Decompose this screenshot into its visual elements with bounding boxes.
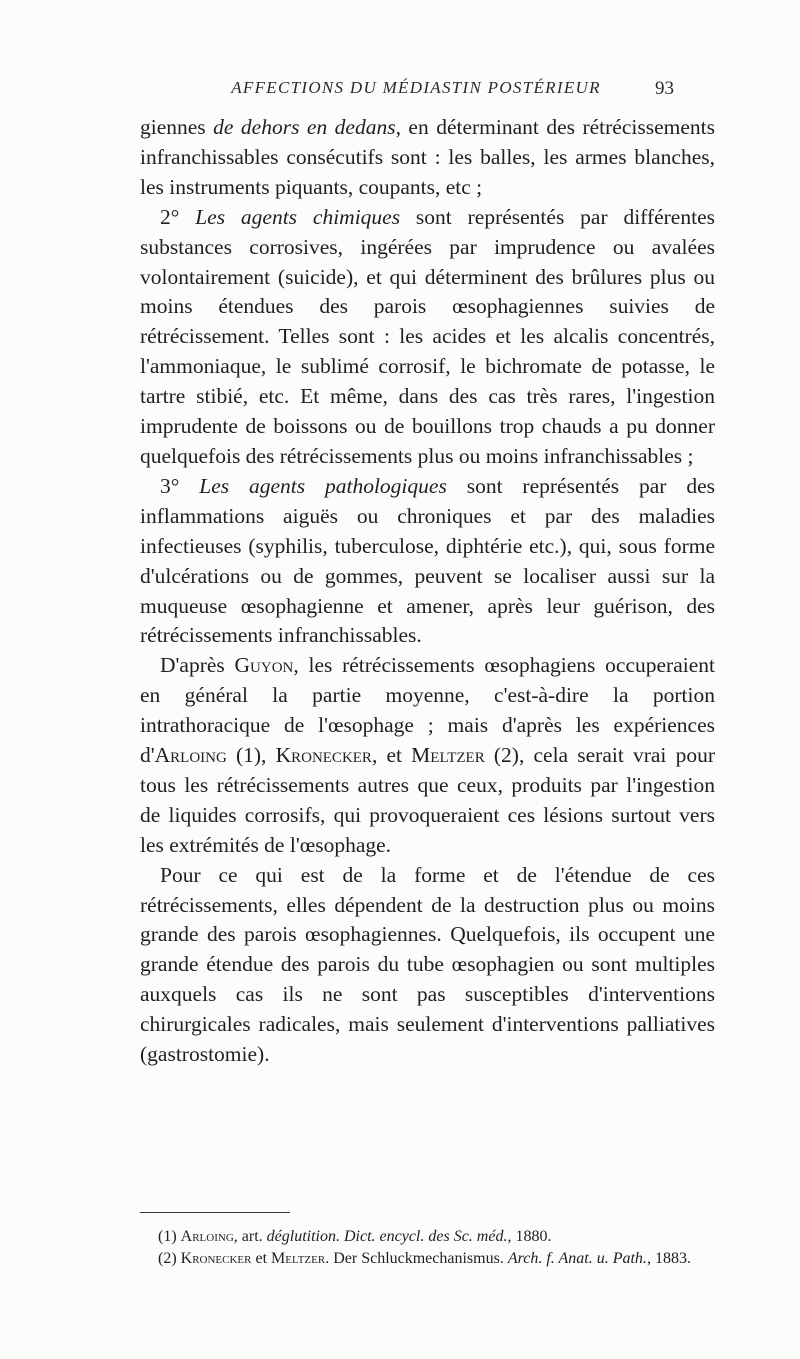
running-head: AFFECTIONS DU MÉDIASTIN POSTÉRIEUR: [231, 78, 601, 97]
text-run: , en déterminant des rétrécissements infranchissables consécutifs sont : les balles, les armes blanches, les instruments piquants, coupants, etc ;: [140, 115, 715, 199]
paragraph-guyon: [140, 651, 715, 860]
italic-run: de dehors en dedans: [213, 115, 396, 139]
footnote-2: [140, 1248, 715, 1270]
text-run: D'après: [160, 653, 235, 678]
footnotes: [140, 1226, 715, 1269]
author-name: Meltzer: [271, 1249, 326, 1267]
footnote-mark: (1): [158, 1228, 181, 1245]
text-run: sont représentés par différentes substances corrosives, ingérées par imprudence ou avalées volontairement (suicide), et qui déterminent des brûlures plus ou moins étendues des parois œsophagiennes suivies de rétrécissement. Telles sont : les acides et les alcalis concentrés, l'ammoniaque, le sublimé corrosif, le bichromate de potasse, le tartre stibié, etc. Et même, dans des cas très rares, l'ingestion imprudente de boissons ou de bouillons trop chauds a pu donner quelquefois des rétrécissements plus ou moins infranchissables ;: [140, 204, 715, 468]
text-run: sont représentés par des inflammations aiguës ou chroniques et par des maladies infectieuses (syphilis, tuberculose, diphtérie etc.), qui, sous forme d'ulcérations ou de gommes, peuvent se localiser aussi sur la muqueuse œsophagienne et amener, après leur guérison, des rétrécissements infranchissables.: [140, 473, 715, 648]
text-run: (1),: [226, 743, 276, 768]
text-run: . Der Schluckmechanismus.: [325, 1249, 508, 1267]
item-number: 3°: [160, 473, 200, 498]
text-run: , les rétrécissements œsophagiens occuperaient en général la partie moyenne, c'est-à-dire la portion intrathoracique de l'œsophage ; mais d'après les expériences d': [140, 653, 715, 768]
italic-run: déglutition. Dict. encycl. des Sc. méd.: [266, 1228, 508, 1245]
text-run: , 1883.: [646, 1249, 691, 1267]
paragraph-chemical-agents: [140, 203, 715, 472]
author-name: Arloing: [154, 743, 227, 768]
footnote-mark: (2): [158, 1249, 181, 1267]
italic-run: Les agents pathologiques: [199, 473, 447, 498]
author-name: Kronecker: [275, 743, 372, 768]
footnote-1: [140, 1226, 715, 1248]
item-number: 2°: [160, 204, 196, 229]
author-name: Guyon: [234, 653, 294, 678]
text-run: et: [251, 1249, 272, 1267]
italic-run: Les agents chimiques: [195, 204, 401, 229]
paragraph-pathological-agents: [140, 472, 715, 651]
page-number: 93: [655, 78, 674, 99]
paragraph-continued: [140, 113, 715, 203]
body-text: [140, 113, 715, 1070]
author-name: Arloing: [180, 1228, 234, 1245]
author-name: Meltzer: [411, 743, 485, 768]
italic-run: Arch. f. Anat. u. Path.: [507, 1249, 647, 1267]
paragraph-form-extent: Pour ce qui est de la forme et de l'étendue de ces rétrécissements, elles dépendent de la destruction plus ou moins grande des parois œsophagiennes. Quelquefois, ils occupent une grande étendue des parois du tube œsophagien ou sont multiples auxquels cas ils ne sont pas susceptibles d'interventions chirurgicales radicales, mais seulement d'interventions palliatives (gastrostomie).: [140, 862, 715, 1067]
text-run: , 1880.: [507, 1228, 552, 1245]
footnote-separator: [140, 1212, 290, 1213]
author-name: Kronecker: [180, 1249, 252, 1267]
text-run: , et: [371, 743, 412, 768]
text-run: , art.: [233, 1228, 267, 1245]
text-run: (2), cela serait vrai pour tous les rétrécissements autres que ceux, produits par l'ingestion de liquides corrosifs, qui provoqueraient ces lésions surtout vers les extrémités de l'œsophage.: [140, 743, 715, 857]
text-run: giennes: [140, 115, 214, 139]
